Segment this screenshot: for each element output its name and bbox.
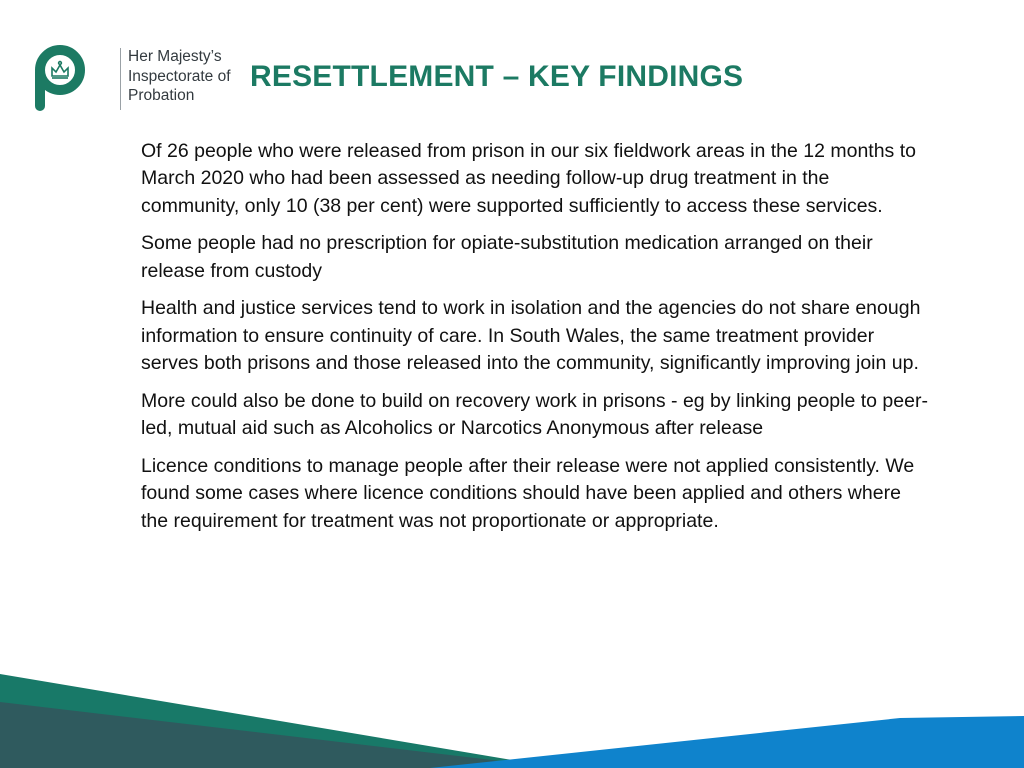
logo-divider [120,48,121,110]
slide-title: RESETTLEMENT – KEY FINDINGS [250,60,744,93]
hmip-logo [30,44,230,114]
organisation-name-line: Probation [128,87,195,104]
crown-p-logo-icon [30,44,94,114]
footer-decoration [0,660,1024,768]
organisation-name-line: Inspectorate of [128,67,231,85]
finding-paragraph: Some people had no prescription for opiate-substitution medication arranged on their release from custody [141,232,873,282]
findings-list [141,138,931,545]
finding-paragraph: Health and justice services tend to work in isolation and the agencies do not share enough information to ensure continuity of care. In South Wales, the same treatment provider serves both prisons and those released into the community, significantly improving join up. [141,297,921,375]
organisation-name-line: Her Majesty’s [128,48,222,65]
footer-blue-band [430,716,1024,768]
organisation-name [128,47,231,106]
finding-paragraph: More could also be done to build on recovery work in prisons - eg by linking people to peer-led, mutual aid such as Alcoholics or Narcotics Anonymous after release [141,389,928,440]
finding-paragraph: Licence conditions to manage people after their release were not applied consistently. We found some cases where licence conditions should have been applied and others where the requirement for treatment was not proportionate or appropriate. [141,454,915,532]
finding-paragraph: Of 26 people who were released from prison in our six fieldwork areas in the 12 months to March 2020 who had been assessed as needing follow-up drug treatment in the community, only 10 (38 per cent) were supported sufficiently to access these services. [141,140,916,217]
